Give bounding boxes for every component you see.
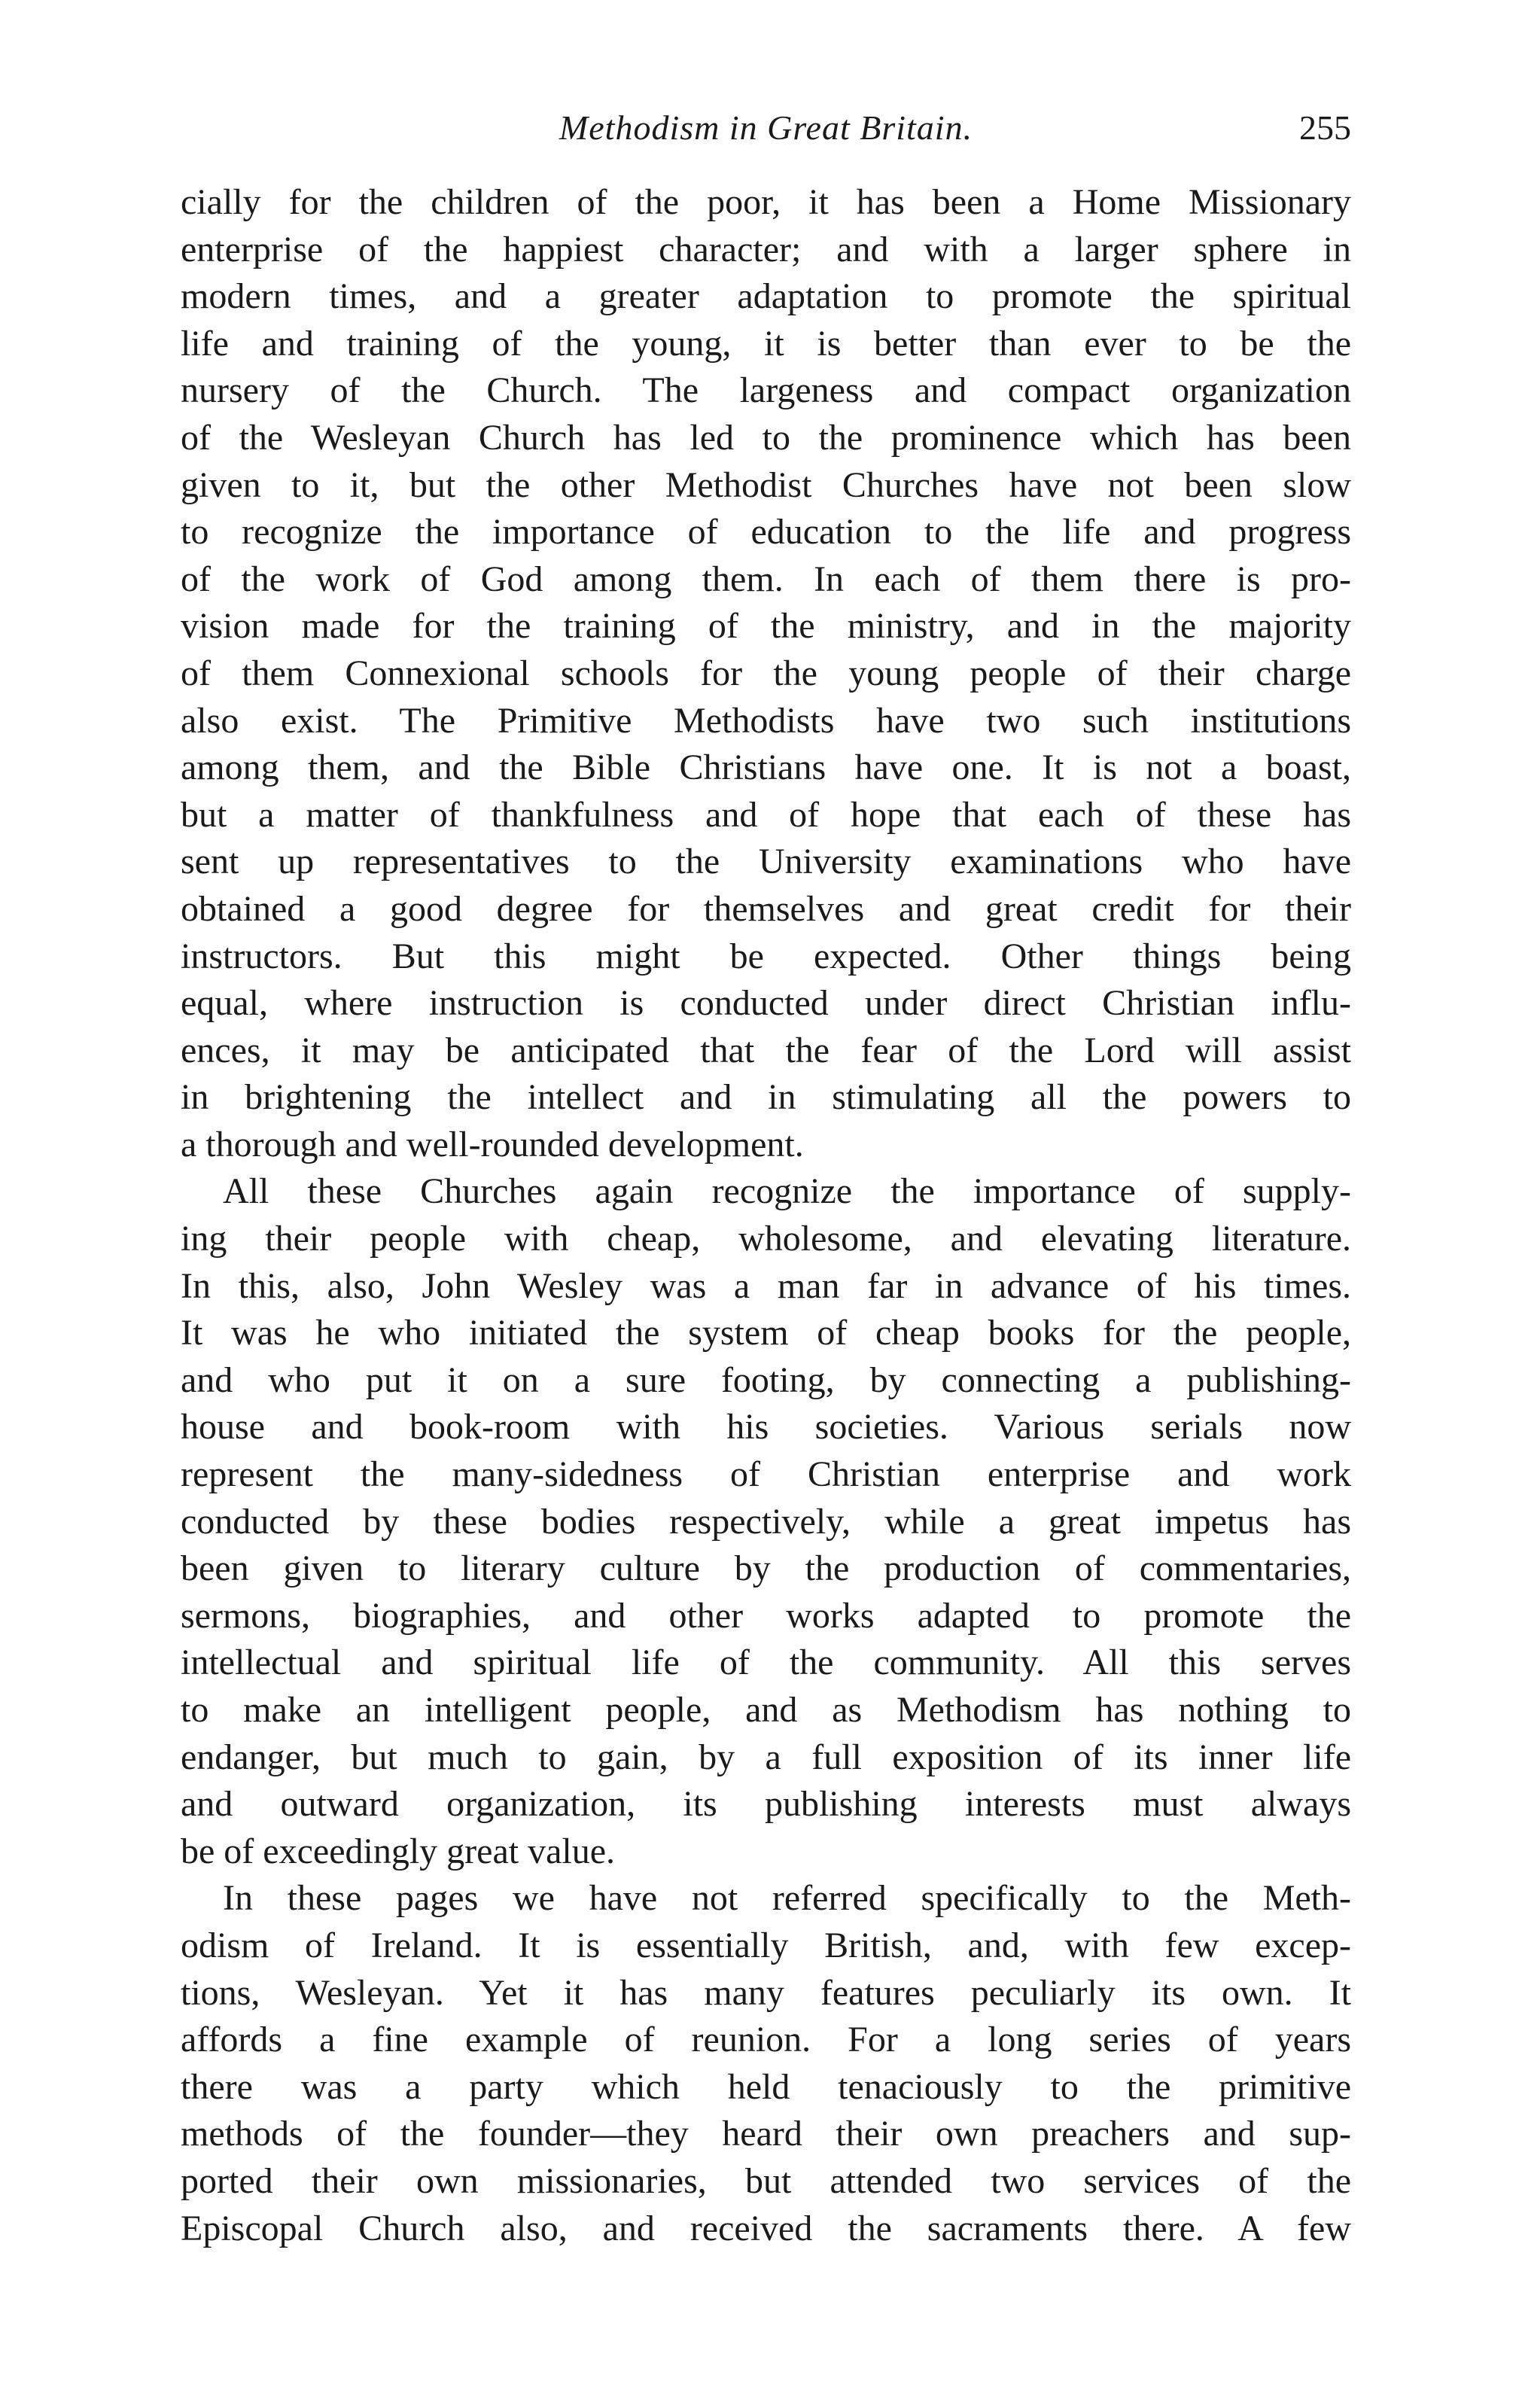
text-line: All these Churches again recognize the importance of supply-: [223, 1171, 1351, 1212]
text-line: In this, also, John Wesley was a man far in advance of his times.: [181, 1265, 1351, 1306]
text-line: of the work of God among them. In each of them there is pro-: [181, 559, 1351, 599]
text-line: Episcopal Church also, and received the sacraments there. A few: [181, 2208, 1351, 2248]
text-line: to make an intelligent people, and as Methodism has nothing to: [181, 1690, 1351, 1730]
text-line: to recognize the importance of education to the life and progress: [181, 512, 1351, 553]
body-text: [181, 179, 1351, 2252]
text-line: given to it, but the other Methodist Churches have not been slow: [181, 464, 1351, 505]
text-line: but a matter of thankfulness and of hope that each of these has: [181, 794, 1351, 835]
text-line: sent up representatives to the University examinations who have: [181, 842, 1351, 882]
text-line: life and training of the young, it is better than ever to be the: [181, 323, 1351, 364]
page-number: 255: [1299, 108, 1351, 147]
text-line: and who put it on a sure footing, by connecting a publishing-: [181, 1359, 1351, 1400]
text-line: be of exceedingly great value.: [181, 1831, 616, 1871]
paragraph-3: [181, 1875, 1351, 2252]
text-line: instructors. But this might be expected. Other things being: [181, 936, 1351, 976]
text-line: methods of the founder—they heard their own preachers and sup-: [181, 2114, 1351, 2154]
text-line: endanger, but much to gain, by a full exposition of its inner life: [181, 1737, 1351, 1777]
text-line: affords a fine example of reunion. For a long series of years: [181, 2020, 1351, 2060]
text-line: sermons, biographies, and other works adapted to promote the: [181, 1595, 1351, 1636]
text-line: equal, where instruction is conducted under direct Christian influ-: [181, 983, 1351, 1024]
text-line: of them Connexional schools for the young people of their charge: [181, 653, 1351, 693]
text-line: conducted by these bodies respectively, while a great impetus has: [181, 1501, 1351, 1542]
text-line: of the Wesleyan Church has led to the prominence which has been: [181, 417, 1351, 458]
text-line: enterprise of the happiest character; and with a larger sphere in: [181, 229, 1351, 269]
running-title: Methodism in Great Britain.: [559, 108, 973, 147]
text-line: ing their people with cheap, wholesome, and elevating literature.: [181, 1219, 1351, 1259]
text-line: cially for the children of the poor, it has been a Home Missionary: [181, 182, 1351, 222]
text-line: in brightening the intellect and in stimulating all the powers to: [181, 1077, 1351, 1118]
text-line: modern times, and a greater adaptation to promote the spiritual: [181, 276, 1351, 317]
text-line: been given to literary culture by the production of commentaries,: [181, 1548, 1351, 1589]
text-line: and outward organization, its publishing interests must always: [181, 1784, 1351, 1825]
text-line: nursery of the Church. The largeness and compact organization: [181, 370, 1351, 411]
text-line: house and book-room with his societies. Various serials now: [181, 1407, 1351, 1448]
text-line: ences, it may be anticipated that the fear of the Lord will assist: [181, 1030, 1351, 1070]
text-line: a thorough and well-rounded development.: [181, 1124, 804, 1164]
text-line: obtained a good degree for themselves and great credit for their: [181, 888, 1351, 929]
running-head: [181, 105, 1351, 151]
text-line: represent the many-sidedness of Christian enterprise and work: [181, 1454, 1351, 1495]
text-line: tions, Wesleyan. Yet it has many features peculiarly its own. It: [181, 1972, 1351, 2013]
text-line: also exist. The Primitive Methodists have two such institutions: [181, 700, 1351, 741]
paragraph-1: [181, 179, 1351, 1168]
paragraph-2: [181, 1168, 1351, 1875]
text-line: there was a party which held tenaciously to the primitive: [181, 2066, 1351, 2107]
text-line: intellectual and spiritual life of the community. All this serves: [181, 1642, 1351, 1683]
text-line: In these pages we have not referred specifically to the Meth-: [223, 1878, 1351, 1919]
text-line: It was he who initiated the system of cheap books for the people,: [181, 1313, 1351, 1353]
text-line: ported their own missionaries, but attended two services of the: [181, 2160, 1351, 2201]
text-line: among them, and the Bible Christians have one. It is not a boast,: [181, 747, 1351, 788]
text-line: vision made for the training of the ministry, and in the majority: [181, 606, 1351, 647]
text-line: odism of Ireland. It is essentially British, and, with few excep-: [181, 1925, 1351, 1965]
